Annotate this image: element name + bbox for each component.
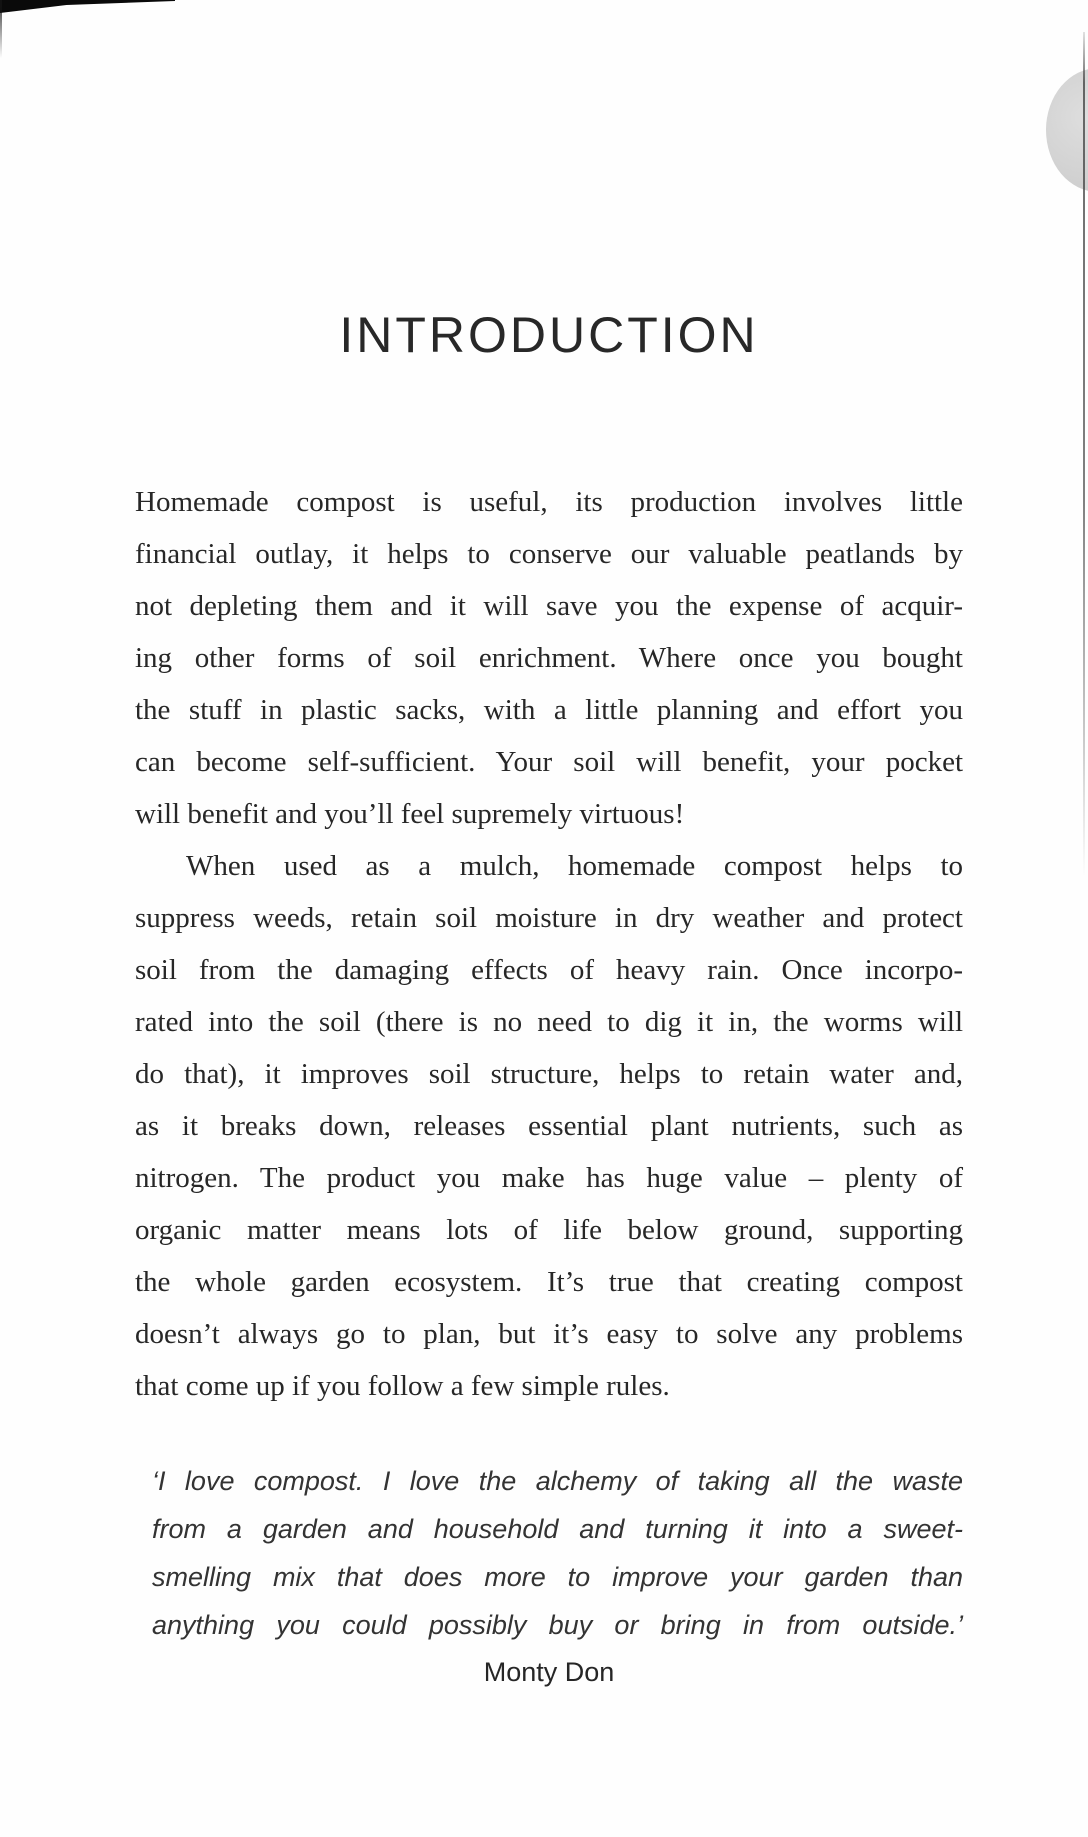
text-line: financial outlay, it helps to conserve our valuable peatlands by xyxy=(135,538,963,570)
text-line: not depleting them and it will save you the expense of acquir- xyxy=(135,590,963,622)
text-line: the whole garden ecosystem. It’s true that creating compost xyxy=(135,1266,963,1298)
text-line: as it breaks down, releases essential plant nutrients, such as xyxy=(135,1110,963,1142)
scan-artifact-left-edge xyxy=(0,0,2,58)
text-line: rated into the soil (there is no need to dig it in, the worms will xyxy=(135,1006,963,1038)
text-line: will benefit and you’ll feel supremely virtuous! xyxy=(135,798,685,830)
text-line: can become self-sufficient. Your soil will benefit, your pocket xyxy=(135,746,963,778)
scan-artifact-right-edge-shadow xyxy=(1083,32,1085,877)
text-line: Homemade compost is useful, its production involves little xyxy=(135,486,963,518)
text-line: the stuff in plastic sacks, with a little planning and effort you xyxy=(135,694,963,726)
text-line: organic matter means lots of life below ground, supporting xyxy=(135,1214,963,1246)
quote-line: from a garden and household and turning it into a sweet- xyxy=(152,1514,963,1544)
scan-artifact-thumb-circle xyxy=(1046,68,1088,192)
scan-artifact-top-bar xyxy=(0,0,175,13)
body-text xyxy=(135,476,963,1412)
pull-quote xyxy=(152,1457,963,1649)
text-line: soil from the damaging effects of heavy rain. Once incorpo- xyxy=(135,954,963,986)
text-line: When used as a mulch, homemade compost helps to xyxy=(186,850,963,882)
text-line: do that), it improves soil structure, helps to retain water and, xyxy=(135,1058,963,1090)
quote-line: anything you could possibly buy or bring in from outside.’ xyxy=(152,1610,963,1640)
quote-attribution: Monty Don xyxy=(483,1657,615,1687)
text-line: ing other forms of soil enrichment. Where once you bought xyxy=(135,642,963,674)
text-line: doesn’t always go to plan, but it’s easy to solve any problems xyxy=(135,1318,963,1350)
quote-line: ‘I love compost. I love the alchemy of taking all the waste xyxy=(152,1466,963,1496)
text-line: nitrogen. The product you make has huge value – plenty of xyxy=(135,1162,963,1194)
text-line: suppress weeds, retain soil moisture in dry weather and protect xyxy=(135,902,963,934)
text-line: that come up if you follow a few simple rules. xyxy=(135,1370,670,1402)
quote-line: smelling mix that does more to improve your garden than xyxy=(152,1562,963,1592)
chapter-title: INTRODUCTION xyxy=(339,307,759,363)
